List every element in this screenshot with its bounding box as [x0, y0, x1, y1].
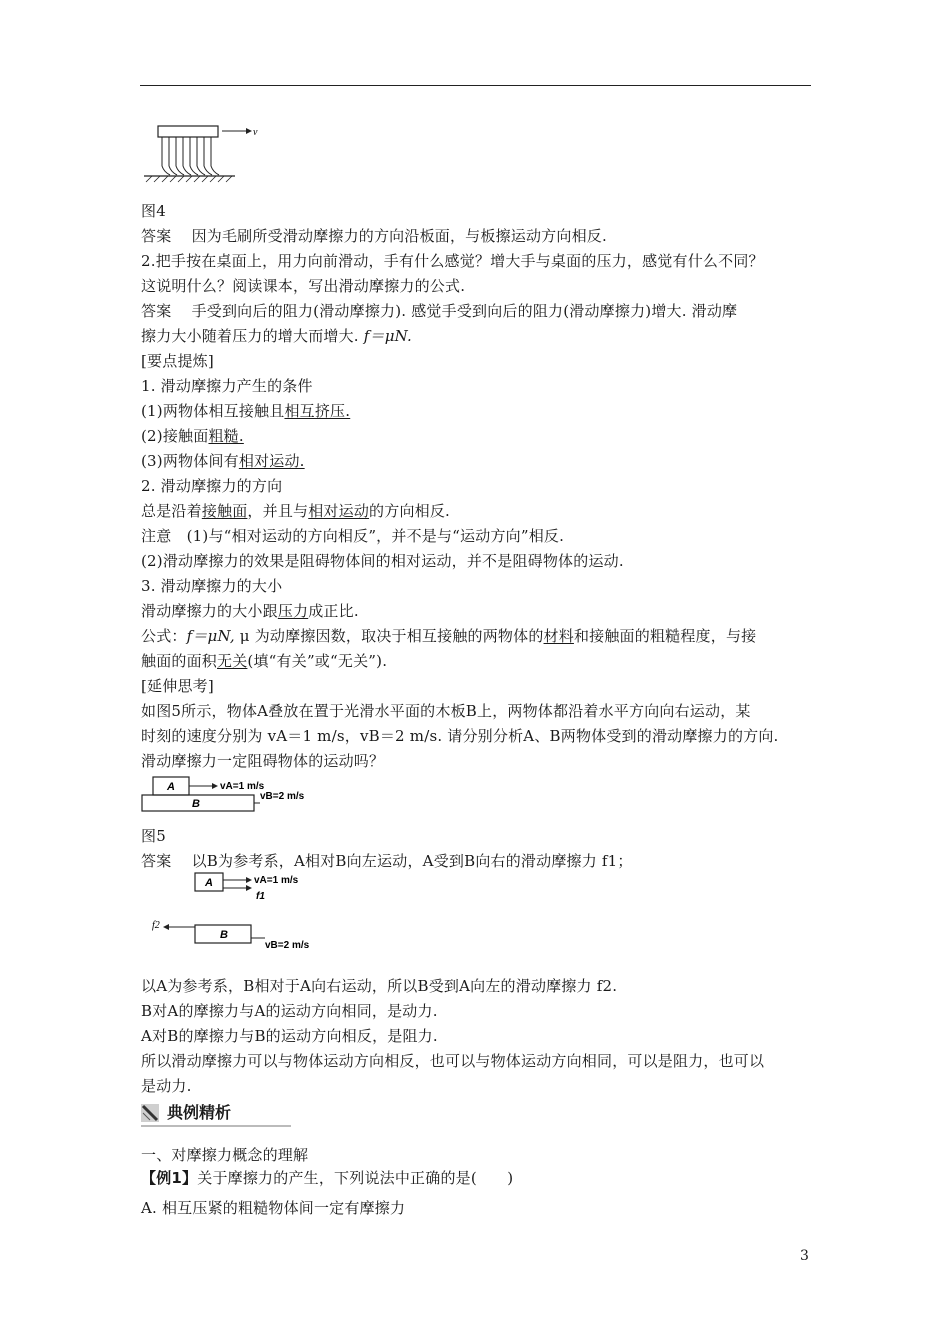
fill-answer: 材料: [543, 627, 574, 645]
condition-text: (1)两物体相互接触且: [141, 402, 285, 420]
section-heading: [141, 1102, 291, 1126]
block-b-label: B: [192, 798, 200, 810]
extend-line-2: 时刻的速度分别为 vA＝1 m/s，vB＝2 m/s. 请分别分析A、B两物体受到的滑动摩擦力的方向.: [141, 727, 779, 745]
velocity-label: v: [253, 127, 258, 138]
f1-label: f1: [256, 891, 265, 902]
answer-tag: 答案: [141, 302, 172, 320]
friction-formula: f＝μN.: [363, 327, 412, 345]
block-a-label: A: [167, 781, 175, 793]
condition-1: [141, 401, 350, 421]
example-1-question: [141, 1168, 513, 1188]
vb-label: vB=2 m/s: [260, 791, 305, 802]
key-point-1-title: 1. 滑动摩擦力产生的条件: [141, 377, 313, 395]
statement-text: 成正比.: [308, 602, 359, 620]
answer-text: 因为毛刷所受滑动摩擦力的方向沿板面，与板擦运动方向相反.: [191, 227, 607, 245]
fill-answer: 相互挤压.: [284, 402, 351, 420]
statement-text: (填“有关”或“无关”).: [247, 652, 388, 670]
formula-line-2: [141, 651, 387, 671]
statement-text: 公式：: [141, 627, 187, 645]
figure-4-caption: 图4: [141, 202, 166, 220]
statement-text: 触面的面积: [141, 652, 218, 670]
option-a: A. 相互压紧的粗糙物体间一定有摩擦力: [141, 1199, 406, 1217]
extend-header: [延伸思考]: [141, 677, 214, 695]
answer-tag: 答案: [141, 852, 172, 870]
va-label: vA=1 m/s: [254, 875, 299, 886]
fill-answer: 压力: [277, 602, 309, 620]
after-line-5: 是动力.: [141, 1077, 192, 1095]
answer-text: 手受到向后的阻力(滑动摩擦力). 感觉手受到向后的阻力(滑动摩擦力)增大. 滑动摩: [191, 302, 738, 320]
header-rule: [140, 85, 811, 86]
part-1-title: 一、对摩擦力概念的理解: [141, 1146, 309, 1164]
block-b-label: B: [220, 929, 228, 941]
after-line-1: 以A为参考系，B相对于A向右运动，所以B受到A向左的滑动摩擦力 f2.: [141, 977, 618, 995]
va-label: vA=1 m/s: [220, 781, 265, 792]
figure-5-blocks: [140, 775, 340, 815]
block-a-label: A: [205, 877, 213, 889]
condition-text: (3)两物体间有: [141, 452, 239, 470]
statement-text: 总是沿着: [141, 502, 202, 520]
section-diagonal-icon: [141, 1104, 159, 1122]
example-tag: 【例1】: [141, 1169, 198, 1187]
answer-tag: 答案: [141, 227, 172, 245]
friction-formula: f＝μN,: [186, 627, 235, 645]
statement-text: 和接触面的粗糙程度，与接: [573, 627, 757, 645]
section-title: 典例精析: [167, 1103, 232, 1122]
statement-text: 滑动摩擦力的大小跟: [141, 602, 278, 620]
answer-1: [141, 226, 607, 246]
fill-answer: 接触面: [201, 502, 248, 520]
statement-text: 的方向相反.: [369, 502, 451, 520]
section-underline: [141, 1125, 291, 1127]
statement-text: μ 为动摩擦因数，取决于相互接触的两物体的: [234, 627, 544, 645]
f2-label: f2: [152, 920, 160, 931]
page-number: 3: [800, 1248, 809, 1264]
fill-answer: 无关: [217, 652, 248, 670]
extend-line-3: 滑动摩擦力一定阻碍物体的运动吗？: [141, 752, 385, 770]
question-2-line-2: 这说明什么？阅读课本，写出滑动摩擦力的公式.: [141, 277, 466, 295]
extend-line-1: 如图5所示，物体A叠放在置于光滑水平面的木板B上，两物体都沿着水平方向向右运动，某: [141, 702, 751, 720]
figure-5-caption: 图5: [141, 827, 166, 845]
key-point-2-title: 2. 滑动摩擦力的方向: [141, 477, 283, 495]
fill-answer: 粗糙.: [208, 427, 244, 445]
answer-2-line-2: [141, 326, 412, 346]
note-1: 注意 (1)与“相对运动的方向相反”，并不是与“运动方向”相反.: [141, 527, 565, 545]
figure-force-diagram: [140, 868, 340, 958]
fill-answer: 相对运动.: [238, 452, 305, 470]
answer-text: 以B为参考系，A相对B向左运动，A受到B向右的滑动摩擦力 f1；: [191, 852, 633, 870]
formula-line-1: [141, 626, 756, 646]
answer-2-line-1: [141, 301, 737, 321]
figure-4-brush: [140, 122, 265, 188]
condition-text: (2)接触面: [141, 427, 209, 445]
key-point-3-title: 3. 滑动摩擦力的大小: [141, 577, 283, 595]
question-2-line-1: 2.把手按在桌面上，用力向前滑动，手有什么感觉？增大手与桌面的压力，感觉有什么不同？: [141, 252, 764, 270]
fill-answer: 相对运动: [308, 502, 370, 520]
key-points-header: [要点提炼]: [141, 352, 214, 370]
vb-label: vB=2 m/s: [265, 940, 310, 951]
magnitude-statement: [141, 601, 359, 621]
after-line-3: A对B的摩擦力与B的运动方向相反，是阻力.: [141, 1027, 438, 1045]
after-line-2: B对A的摩擦力与A的运动方向相同，是动力.: [141, 1002, 438, 1020]
condition-3: [141, 451, 305, 471]
answer-text: 擦力大小随着压力的增大而增大.: [141, 327, 359, 345]
note-2: (2)滑动摩擦力的效果是阻碍物体间的相对运动，并不是阻碍物体的运动.: [141, 552, 624, 570]
question-text: 关于摩擦力的产生，下列说法中正确的是( ): [197, 1169, 514, 1187]
condition-2: [141, 426, 244, 446]
after-line-4: 所以滑动摩擦力可以与物体运动方向相反，也可以与物体运动方向相同，可以是阻力，也可以: [141, 1052, 765, 1070]
direction-statement: [141, 501, 450, 521]
statement-text: ，并且与: [247, 502, 309, 520]
